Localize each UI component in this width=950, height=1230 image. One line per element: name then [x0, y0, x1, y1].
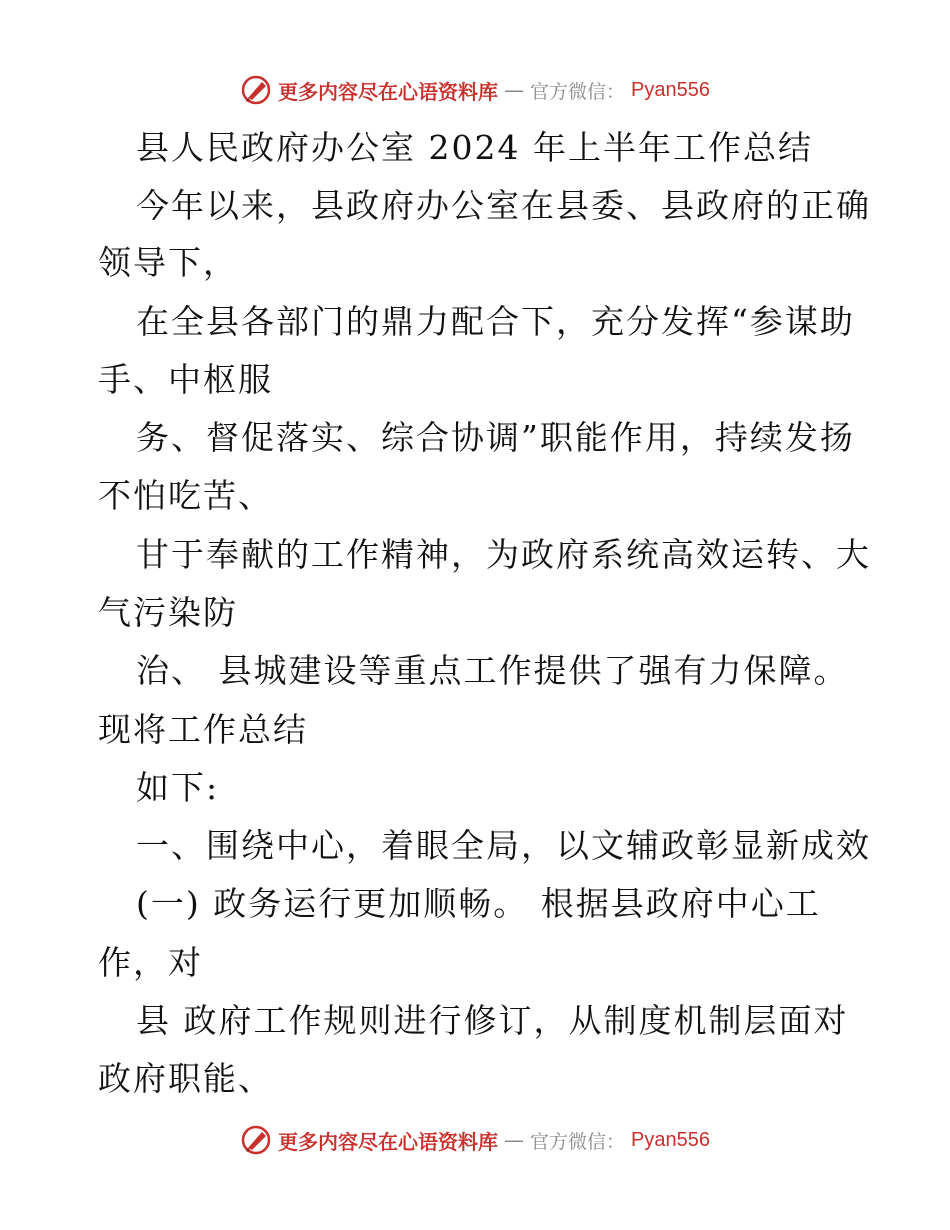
- pen-logo-icon: [240, 1124, 272, 1156]
- watermark-separator: —: [504, 78, 524, 102]
- paragraph-line: 县 政府工作规则进行修订，从制度机制层面对: [136, 1001, 849, 1040]
- section-heading: 一、围绕中心，着眼全局，以文辅政彰显新成效: [136, 826, 871, 865]
- paragraph-line: 政府职能、: [98, 1059, 273, 1098]
- paragraph-line: 治、 县城建设等重点工作提供了强有力保障。: [136, 651, 849, 690]
- watermark-separator: —: [504, 1128, 524, 1152]
- watermark-wechat-label: 官方微信：: [530, 80, 626, 103]
- paragraph-line: 现将工作总结: [98, 710, 308, 749]
- document-title: 县人民政府办公室 2024 年上半年工作总结: [136, 128, 813, 167]
- paragraph-line: 手、中枢服: [98, 360, 273, 399]
- paragraph-line: 气污染防: [98, 593, 238, 632]
- watermark-wechat-id: Pyan556: [631, 78, 710, 101]
- paragraph-line: 务、督促落实、综合协调”职能作用，持续发扬: [136, 418, 855, 457]
- paragraph-line: 如下:: [136, 768, 220, 807]
- paragraph-line: 不怕吃苦、: [98, 476, 273, 515]
- paragraph-line: 甘于奉献的工作精神，为政府系统高效运转、大: [136, 535, 871, 574]
- watermark-text: 更多内容尽在心语资料库: [278, 79, 498, 104]
- watermark-footer: [0, 1120, 950, 1160]
- paragraph-line: 领导下，: [98, 243, 238, 282]
- subsection-heading: (一) 政务运行更加顺畅。 根据县政府中心工: [136, 884, 821, 923]
- watermark-wechat-label: 官方微信：: [530, 1130, 626, 1153]
- paragraph-line: 作，对: [98, 943, 203, 982]
- paragraph-line: 在全县各部门的鼎力配合下，充分发挥“参谋助: [136, 302, 855, 341]
- watermark-text: 更多内容尽在心语资料库: [278, 1129, 498, 1154]
- paragraph-line: 今年以来，县政府办公室在县委、县政府的正确: [136, 186, 871, 225]
- watermark-wechat-id: Pyan556: [631, 1128, 710, 1151]
